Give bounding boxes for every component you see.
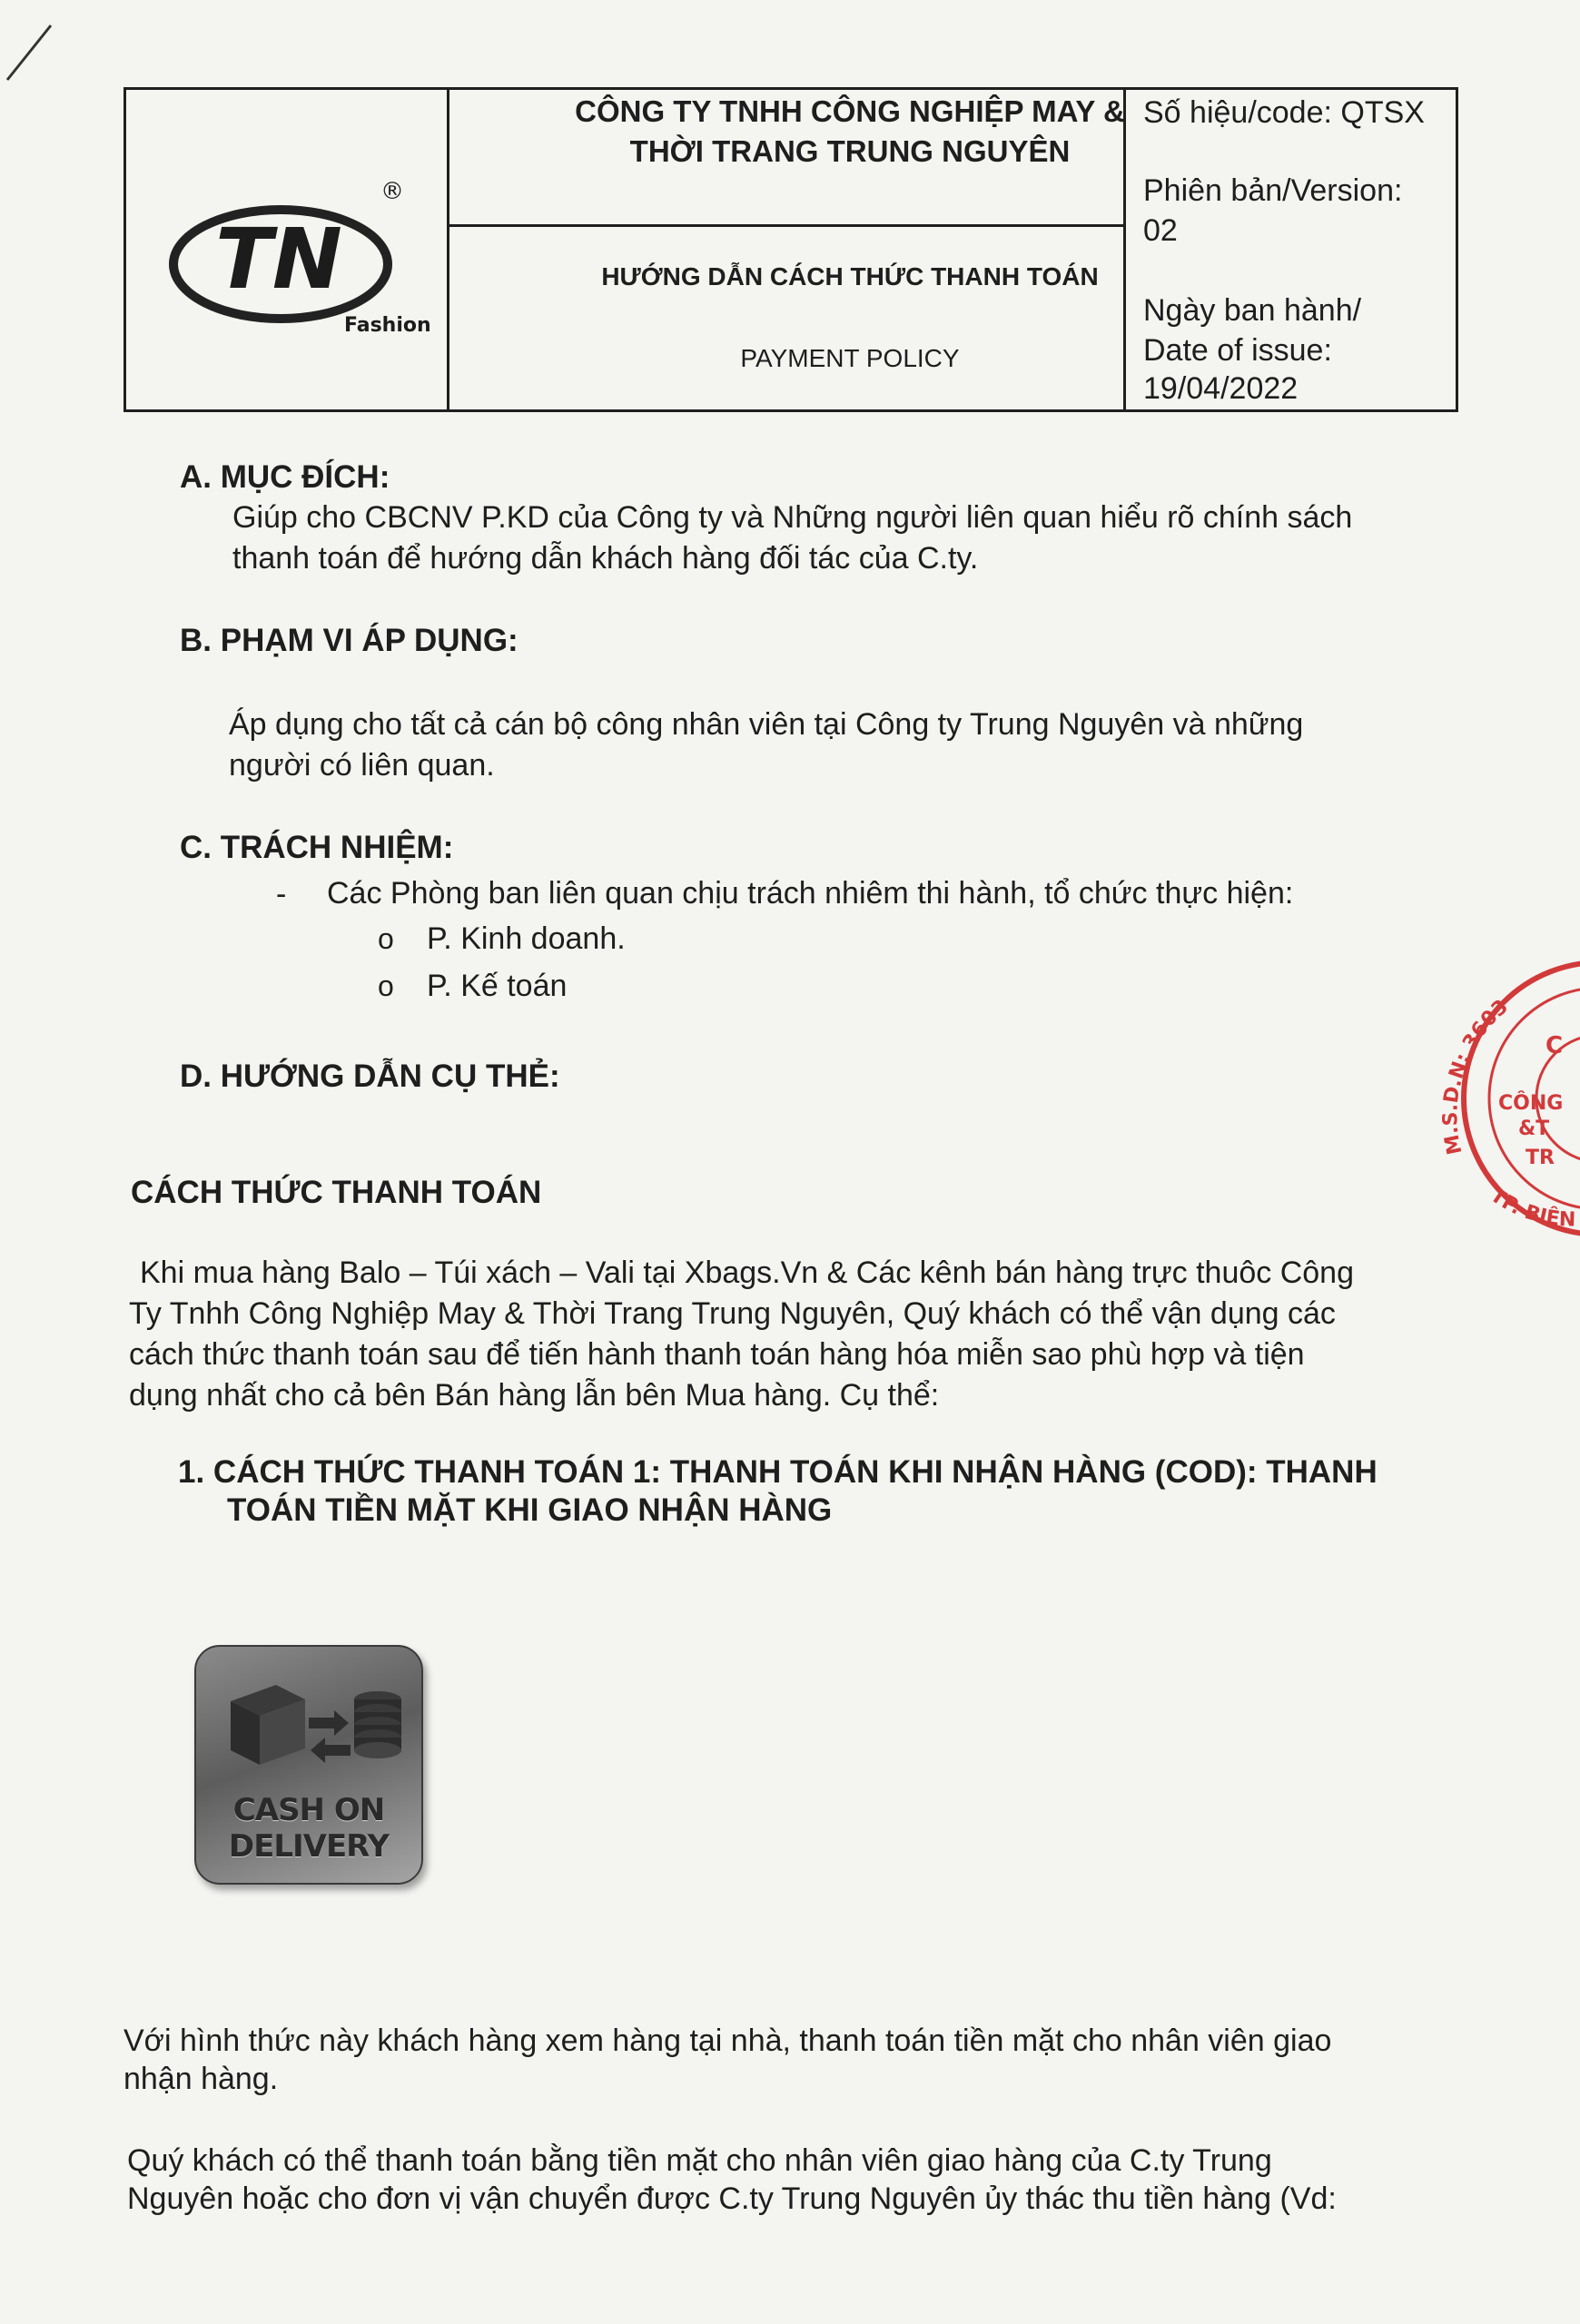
cod-detail-line2: Nguyên hoặc cho đơn vị vận chuyển được C.ty Trung Nguyên ủy thác thu tiền hàng (Vd: [127,2181,1337,2216]
cod-label-line1: CASH ON [232,1792,385,1828]
bullet-circle: o [378,970,394,1002]
svg-text:C: C [1545,1032,1564,1059]
company-name-line2: THỜI TRANG TRUNG NGUYÊN [629,134,1071,168]
cod-description-line2: nhận hàng. [123,2062,279,2096]
svg-text:®: ® [380,178,404,205]
section-c-sub2: P. Kế toán [427,969,568,1003]
issue-label-en: Date of issue: [1143,333,1332,368]
pen-mark [0,0,73,91]
document-code: Số hiệu/code: QTSX [1143,95,1425,130]
section-a-title: A. MỤC ĐÍCH: [180,459,390,495]
section-c-item: Các Phòng ban liên quan chịu trách nhiêm thi hành, tổ chức thực hiện: [327,876,1294,911]
company-name-line1: CÔNG TY TNHH CÔNG NGHIỆP MAY & [575,94,1125,128]
section-b-title: B. PHẠM VI ÁP DỤNG: [180,623,518,658]
box-coins-icon [214,1665,407,1792]
document-header-table [123,87,1458,412]
svg-text:TR: TR [1526,1147,1555,1169]
issue-label-vi: Ngày ban hành/ [1143,293,1362,328]
payment-title: CÁCH THỨC THANH TOÁN [131,1175,542,1210]
cod-detail-line1: Quý khách có thể thanh toán bằng tiền mặt cho nhân viên giao hàng của C.ty Trung [127,2143,1272,2178]
header-divider-middle [447,224,1123,227]
svg-text:&T: &T [1518,1118,1550,1140]
company-name [450,90,1249,172]
payment-intro-line3: cách thức thanh toán sau để tiến hành thanh toán hàng hóa miễn sao phù hợp và tiện [129,1337,1305,1372]
payment-intro-line2: Ty Tnhh Công Nghiệp May & Thời Trang Trung Nguyên, Quý khách có thể vận dụng các [129,1296,1336,1331]
cash-on-delivery-icon [194,1645,423,1885]
cod-description-line1: Với hình thức này khách hàng xem hàng tại nhà, thanh toán tiền mặt cho nhân viên giao [123,2024,1332,2058]
method1-title-line2: TOÁN TIỀN MẶT KHI GIAO NHẬN HÀNG [227,1492,833,1528]
cod-label [196,1792,421,1865]
payment-intro-line4: dụng nhất cho cả bên Bán hàng lẫn bên Mua hàng. Cụ thể: [129,1378,940,1413]
document-title-vi: HƯỚNG DẪN CÁCH THỨC THANH TOÁN [601,262,1099,290]
svg-text:CÔNG: CÔNG [1498,1092,1564,1115]
section-a-line1: Giúp cho CBCNV P.KD của Công ty và Những người liên quan hiểu rõ chính sách [232,500,1353,535]
company-logo [163,173,435,337]
svg-text:TN: TN [215,211,342,308]
document-title-en: PAYMENT POLICY [740,344,960,372]
company-seal-stamp [1435,953,1580,1244]
issue-date: 19/04/2022 [1143,371,1299,406]
section-c-title: C. TRÁCH NHIỆM: [180,830,454,865]
section-c-sub1: P. Kinh doanh. [427,921,626,956]
method1-title-line1: 1. CÁCH THỨC THANH TOÁN 1: THANH TOÁN KHI NHẬN HÀNG (COD): THANH [178,1454,1378,1490]
cod-label-line2: DELIVERY [228,1828,390,1865]
payment-intro-line1: Khi mua hàng Balo – Túi xách – Vali tại Xbags.Vn & Các kênh bán hàng trực thuôc Công [140,1256,1354,1290]
bullet-dash: - [276,877,287,911]
header-divider-left [447,90,449,409]
bullet-circle: o [378,922,394,955]
svg-text:Fashion: Fashion [344,314,431,337]
section-d-title: D. HƯỚNG DẪN CỤ THẺ: [180,1059,560,1094]
version-value: 02 [1143,213,1178,248]
version-label: Phiên bản/Version: [1143,173,1403,208]
section-b-line1: Áp dụng cho tất cả cán bộ công nhân viên tại Công ty Trung Nguyên và những [229,707,1304,742]
section-a-line2: thanh toán để hướng dẫn khách hàng đối tác của C.ty. [232,541,979,576]
svg-text:TP. BIÊN: TP. BIÊN [1486,1184,1576,1232]
section-b-line2: người có liên quan. [229,748,495,783]
svg-text:M.S.D.N: 3603: M.S.D.N: 3603 [1439,995,1513,1157]
